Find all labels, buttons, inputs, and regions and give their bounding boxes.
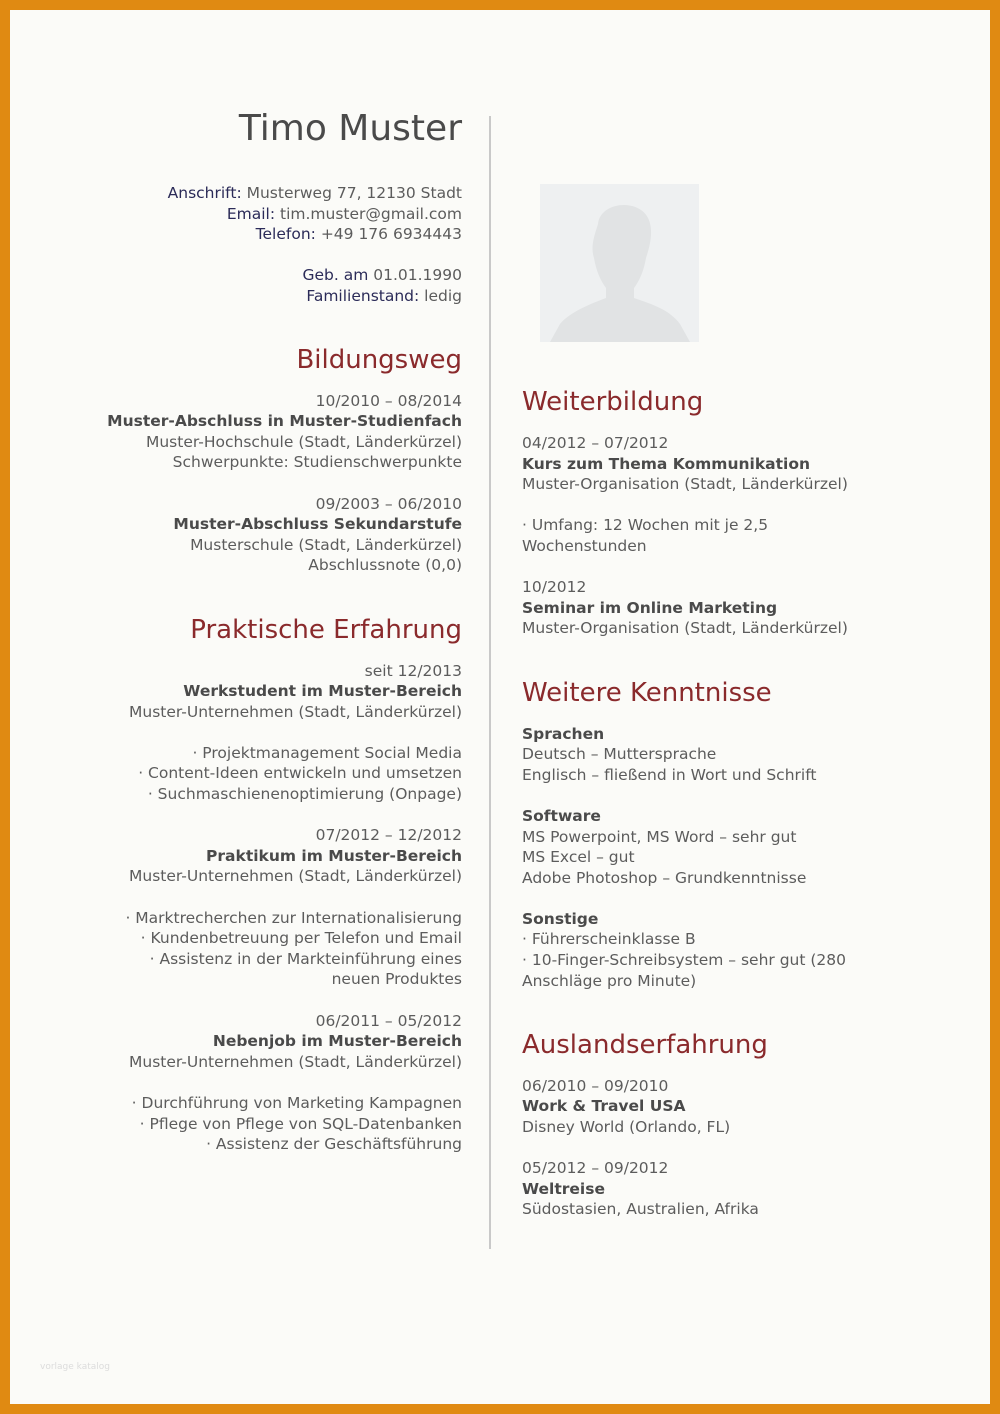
experience-title: Praktische Erfahrung [190,614,462,645]
column-divider [489,116,491,1249]
entry-date: 06/2010 – 09/2010 [522,1076,669,1095]
entry-course: Seminar im Online Marketing [522,598,778,617]
experience-entry [60,825,462,990]
left-column [60,105,462,1175]
entry-org: Muster-Organisation (Stadt, Länderkürzel) [522,475,848,494]
skills-heading: Software [522,806,601,825]
skills-line: · 10-Finger-Schreibsystem – sehr gut (280 [522,951,847,970]
phone-label: Telefon: [255,225,316,244]
email-label: Email: [226,204,276,223]
entry-date: 09/2003 – 06/2010 [315,494,462,513]
entry-course: Kurs zum Thema Kommunikation [522,454,811,473]
entry-role: Werkstudent im Muster-Bereich [183,682,462,701]
entry-extra: Wochenstunden [522,536,647,555]
birth-label: Geb. am [302,266,369,285]
task-item: · Pflege von Pflege von SQL-Datenbanken [139,1114,462,1133]
entry-role: Nebenjob im Muster-Bereich [212,1032,462,1051]
task-item: · Suchmaschienenoptimierung (Onpage) [147,785,462,804]
entry-place: Südostasien, Australien, Afrika [522,1200,759,1219]
skills-line: Anschläge pro Minute) [522,971,697,990]
entry-degree: Muster-Abschluss in Muster-Studienfach [107,412,462,431]
experience-entry [60,661,462,805]
skills-line: Deutsch – Muttersprache [522,745,717,764]
abroad-entry [522,1158,922,1220]
task-item: · Assistenz der Geschäftsführung [206,1135,462,1154]
entry-place: Musterschule (Stadt, Länderkürzel) [190,535,462,554]
entry-role: Praktikum im Muster-Bereich [206,846,462,865]
skills-heading: Sprachen [522,724,605,743]
skills-line: MS Powerpoint, MS Word – sehr gut [522,827,797,846]
entry-date: seit 12/2013 [364,661,462,680]
entry-date: 04/2012 – 07/2012 [522,434,669,452]
entry-title: Weltreise [522,1179,605,1198]
entry-place: Disney World (Orlando, FL) [522,1118,731,1137]
skills-line: Englisch – fließend in Wort und Schrift [522,765,817,784]
entry-detail: Schwerpunkte: Studienschwerpunkte [172,453,462,472]
task-item: · Projektmanagement Social Media [192,743,462,762]
entry-company: Muster-Unternehmen (Stadt, Länderkürzel) [129,867,462,886]
skills-line: Adobe Photoshop – Grundkenntnisse [522,868,807,887]
abroad-title: Auslandserfahrung [522,1029,768,1060]
contact-block [60,183,462,307]
email-value: tim.muster@gmail.com [280,204,462,223]
skills-group [522,724,922,786]
profile-photo-placeholder [540,184,699,342]
entry-place: Muster-Hochschule (Stadt, Länderkürzel) [145,432,462,451]
training-title: Weiterbildung [522,387,704,417]
training-entry [522,577,922,639]
abroad-entry [522,1076,922,1138]
birth-value: 01.01.1990 [373,266,462,285]
entry-title: Work & Travel USA [522,1097,686,1116]
entry-detail: Abschlussnote (0,0) [308,556,462,575]
task-item: · Kundenbetreuung per Telefon und Email [140,929,462,948]
task-item: · Marktrecherchen zur Internationalisierung [125,908,462,927]
entry-org: Muster-Organisation (Stadt, Länderkürzel) [522,619,848,638]
entry-extra: · Umfang: 12 Wochen mit je 2,5 [522,516,769,535]
education-entry [60,494,462,576]
skills-group [522,806,922,888]
entry-date: 06/2011 – 05/2012 [315,1011,462,1030]
experience-entry [60,1011,462,1155]
entry-date: 07/2012 – 12/2012 [315,826,462,845]
task-item: · Content-Ideen entwickeln und umsetzen [138,764,462,783]
task-item: · Assistenz in der Markteinführung eines [149,949,462,968]
skills-line: MS Excel – gut [522,848,635,867]
address-label: Anschrift: [167,184,242,202]
education-title: Bildungsweg [296,344,462,375]
skills-group [522,909,922,991]
person-silhouette-icon [540,184,699,342]
status-value: ledig [424,286,462,305]
status-label: Familienstand: [306,286,420,305]
entry-date: 10/2012 [522,578,587,597]
person-name: Timo Muster [238,108,462,149]
task-item: neuen Produktes [331,970,462,989]
training-entry [522,433,922,557]
address-value: Musterweg 77, 12130 Stadt [246,184,462,202]
entry-date: 05/2012 – 09/2012 [522,1159,669,1178]
entry-company: Muster-Unternehmen (Stadt, Länderkürzel) [129,1052,462,1071]
entry-degree: Muster-Abschluss Sekundarstufe [173,515,462,534]
task-item: · Durchführung von Marketing Kampagnen [131,1093,462,1112]
entry-company: Muster-Unternehmen (Stadt, Länderkürzel) [129,702,462,721]
watermark-text: vorlage katalog [40,1362,110,1372]
skills-line: · Führerscheinklasse B [522,930,696,949]
skills-heading: Sonstige [522,909,599,928]
education-entry [60,391,462,473]
right-column [522,385,922,1241]
entry-date: 10/2010 – 08/2014 [315,391,462,410]
skills-title: Weitere Kenntnisse [522,677,772,708]
phone-value: +49 176 6934443 [320,225,462,244]
